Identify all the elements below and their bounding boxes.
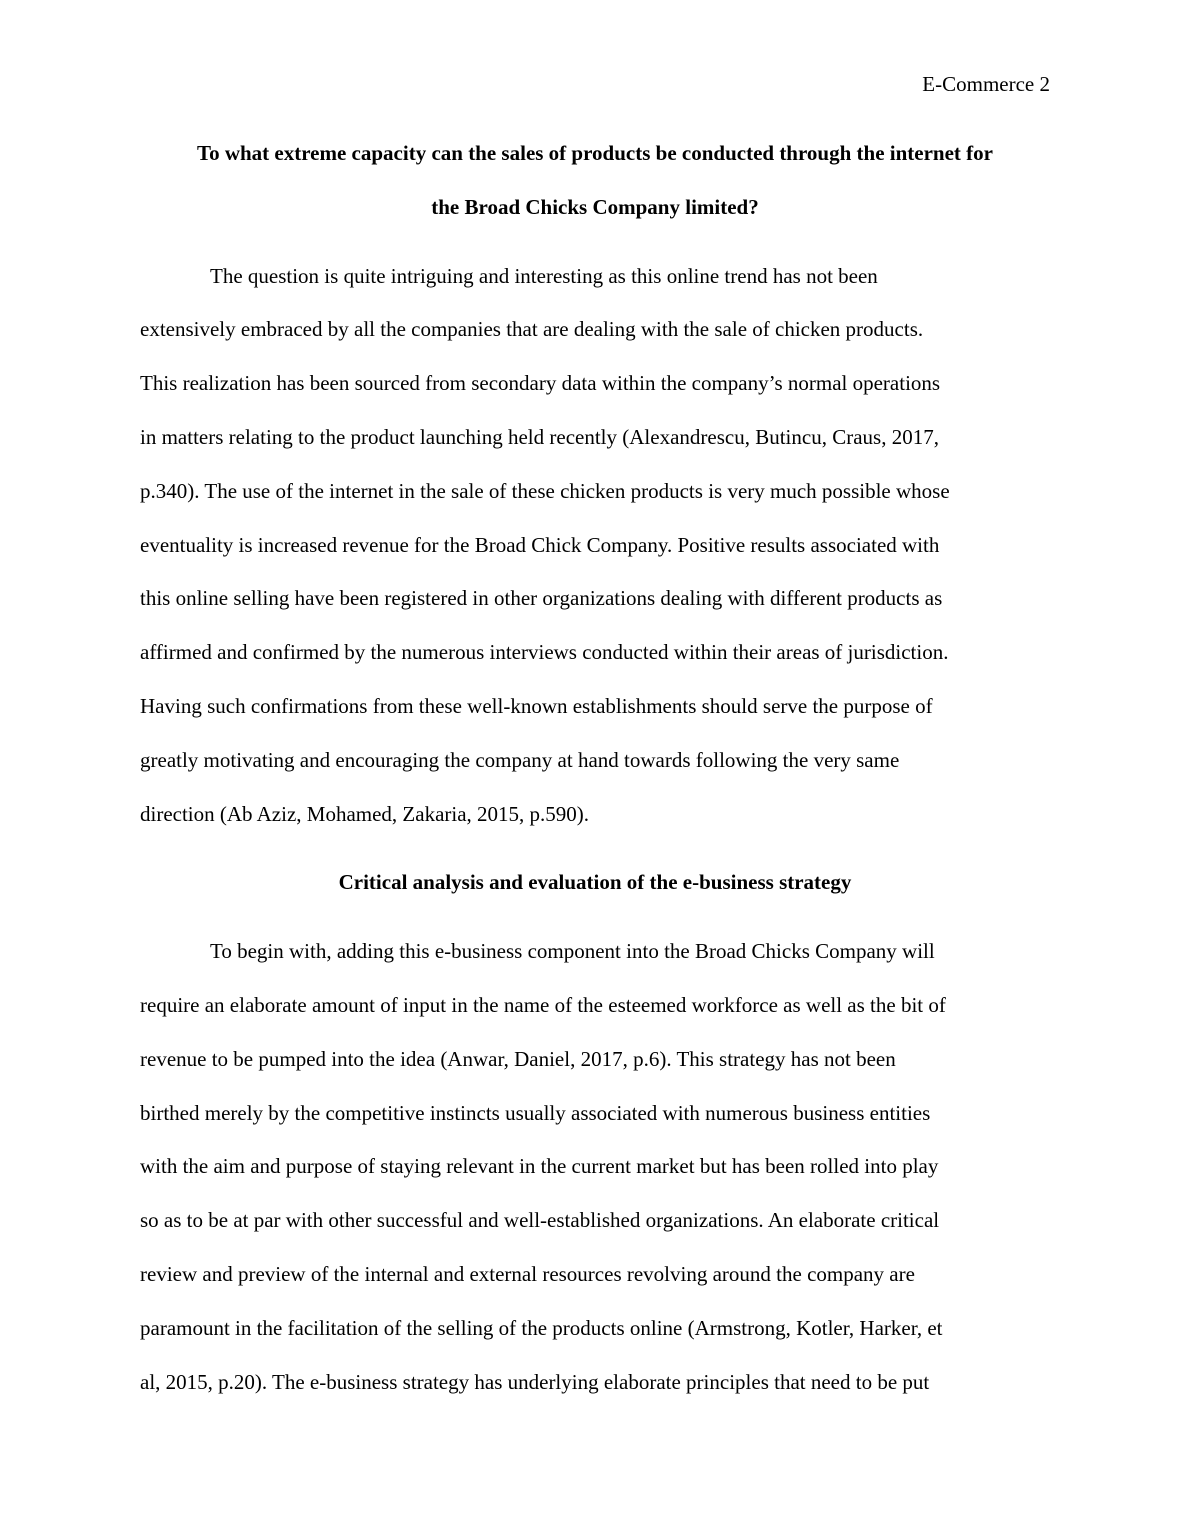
paragraph-research-question	[140, 250, 1050, 842]
text-line: direction (Ab Aziz, Mohamed, Zakaria, 2015, p.590).	[140, 801, 590, 826]
title-line: To what extreme capacity can the sales of products be conducted through the internet for	[196, 141, 993, 165]
text-line: birthed merely by the competitive instincts usually associated with numerous business entities	[140, 1100, 931, 1125]
text-line: To begin with, adding this e-business component into the Broad Chicks Company will	[210, 939, 935, 964]
document-body	[140, 127, 1050, 1409]
title-line: the Broad Chicks Company limited?	[431, 194, 759, 219]
text-line: review and preview of the internal and external resources revolving around the company are	[140, 1261, 915, 1286]
text-line: affirmed and confirmed by the numerous interviews conducted within their areas of jurisdiction.	[140, 640, 949, 665]
text-line: paramount in the facilitation of the selling of the products online (Armstrong, Kotler, Harker, et	[140, 1315, 943, 1340]
paragraph-critical-analysis	[140, 925, 1050, 1409]
text-line: The question is quite intriguing and interesting as this online trend has not been	[210, 263, 878, 288]
text-line: This realization has been sourced from secondary data within the company’s normal operations	[140, 371, 941, 396]
text-line: eventuality is increased revenue for the Broad Chick Company. Positive results associated with	[140, 532, 940, 557]
text-line: extensively embraced by all the companies that are dealing with the sale of chicken products.	[140, 317, 924, 342]
text-line: revenue to be pumped into the idea (Anwar, Daniel, 2017, p.6). This strategy has not been	[140, 1046, 896, 1071]
text-line: this online selling have been registered in other organizations dealing with different products as	[140, 586, 943, 611]
text-line: greatly motivating and encouraging the company at hand towards following the very same	[140, 747, 900, 772]
text-line: p.340). The use of the internet in the sale of these chicken products is very much possible whose	[140, 478, 950, 503]
text-line: require an elaborate amount of input in the name of the esteemed workforce as well as the bit of	[140, 992, 946, 1017]
text-line: so as to be at par with other successful and well-established organizations. An elaborate critical	[140, 1208, 940, 1233]
text-line: in matters relating to the product launching held recently (Alexandrescu, Butincu, Craus, 2017,	[140, 424, 939, 449]
text-line: with the aim and purpose of staying relevant in the current market but has been rolled into play	[140, 1154, 939, 1179]
running-head: E-Commerce 2	[922, 72, 1050, 96]
section-title-research-question	[140, 127, 1050, 235]
text-line: al, 2015, p.20). The e-business strategy has underlying elaborate principles that need to be put	[140, 1369, 930, 1394]
section-title-critical-analysis: Critical analysis and evaluation of the e-business strategy	[338, 870, 852, 895]
text-line: Having such confirmations from these well-known establishments should serve the purpose of	[140, 693, 933, 718]
